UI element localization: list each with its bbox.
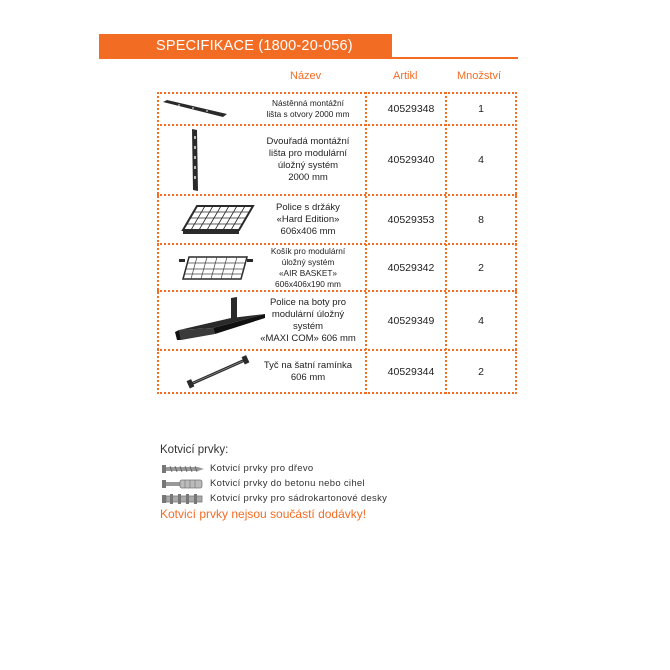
item-quantity: 1 [478, 103, 484, 115]
item-quantity: 2 [478, 365, 484, 378]
item-quantity: 2 [478, 261, 484, 274]
table-row [157, 351, 517, 392]
table-border-bottom [157, 392, 517, 394]
item-quantity: 4 [478, 314, 484, 327]
anchor-item [160, 461, 387, 476]
table-row [157, 94, 517, 124]
spec-title: SPECIFIKACE (1800-20-056) [156, 38, 353, 54]
anchors-title: Kotvicí prvky: [160, 444, 229, 456]
wire-basket-icon [177, 245, 257, 290]
anchor-item [160, 476, 387, 491]
anchor-item [160, 491, 387, 506]
item-name: Nástěnná montážní lišta s otvory 2000 mm [266, 98, 350, 119]
table-row [157, 292, 517, 349]
item-article: 40529348 [387, 103, 435, 115]
vertical-rail-icon [161, 126, 229, 194]
item-name: Tyč na šatní ramínka 606 mm [263, 359, 353, 383]
wall-rail-icon [161, 94, 229, 124]
hanging-rod-icon [183, 351, 253, 392]
concrete-anchor-icon [160, 478, 206, 490]
column-header-quantity: Množství [457, 70, 502, 82]
item-article: 40529349 [387, 314, 435, 327]
spec-banner [99, 34, 392, 58]
item-name: Police s držáky «Hard Edition» 606x406 mm [276, 201, 340, 237]
banner-rule [99, 57, 518, 59]
item-name: Police na boty pro modulární úložný systém «MAXI COM» 606 mm [260, 296, 356, 344]
spec-table [157, 92, 517, 394]
wood-screw-icon [160, 463, 206, 475]
item-article: 40529340 [387, 154, 435, 166]
anchors-section [160, 444, 387, 521]
item-article: 40529342 [387, 261, 435, 274]
item-name: Košík pro modulární úložný systém «AIR BASKET» 606x406x190 mm [270, 245, 346, 289]
anchors-note: Kotvicí prvky nejsou součástí dodávky! [160, 507, 367, 521]
column-header-article: Artikl [393, 70, 418, 82]
item-quantity: 8 [478, 213, 484, 226]
table-row [157, 196, 517, 243]
item-name: Dvouřadá montážní lišta pro modulární úložný systém 2000 mm [266, 136, 350, 183]
drywall-anchor-icon [160, 493, 206, 505]
anchor-label: Kotvicí prvky do betonu nebo cihel [210, 478, 365, 489]
anchor-label: Kotvicí prvky pro sádrokartonové desky [210, 493, 388, 504]
table-row [157, 245, 517, 290]
item-article: 40529344 [387, 365, 435, 378]
table-row [157, 126, 517, 194]
item-quantity: 4 [478, 154, 484, 166]
column-header-name: Název [290, 70, 322, 82]
anchor-label: Kotvicí prvky pro dřevo [210, 463, 314, 474]
item-article: 40529353 [387, 213, 435, 226]
wire-shelf-icon [177, 196, 257, 243]
